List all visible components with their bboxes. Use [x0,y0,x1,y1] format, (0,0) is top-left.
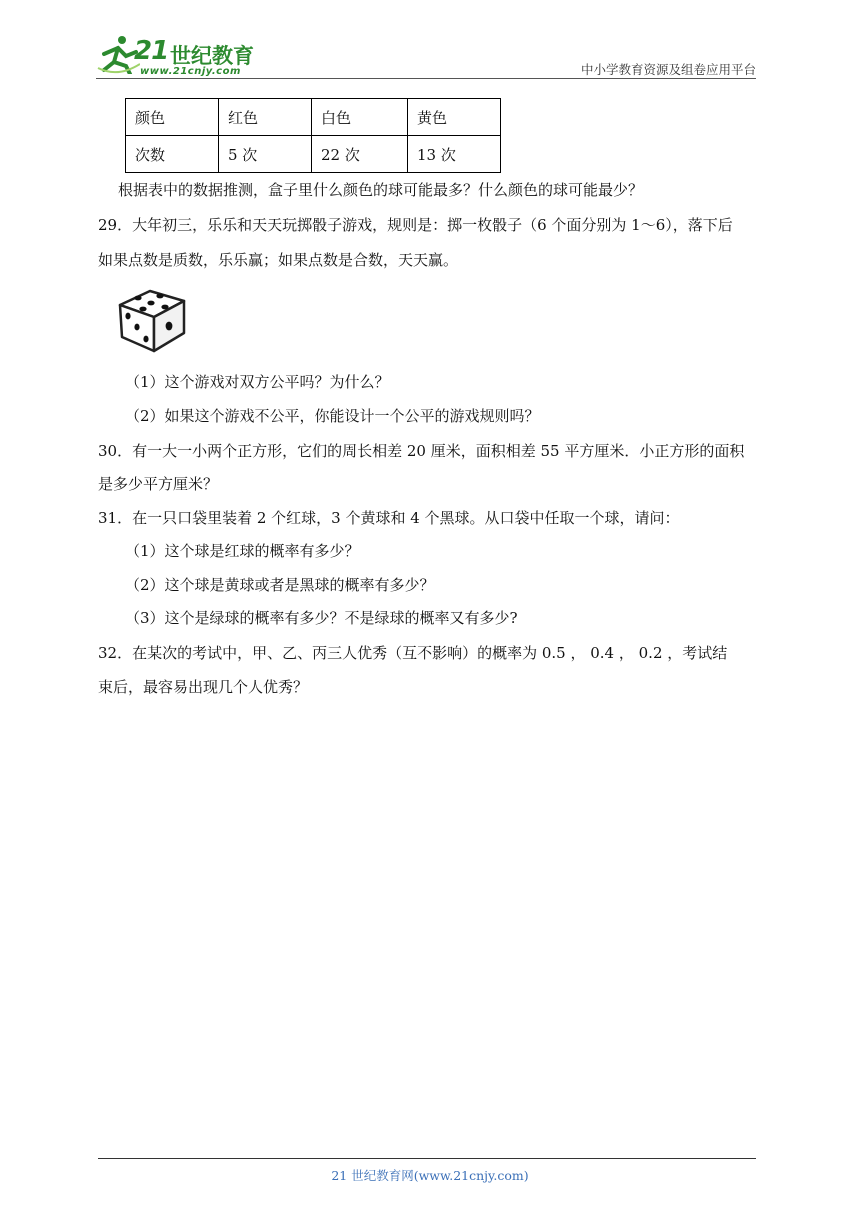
table-cell: 5 次 [219,136,312,173]
q28-question-tail: 根据表中的数据推测，盒子里什么颜色的球可能最多？什么颜色的球可能最少？ [118,181,644,199]
site-logo [96,32,261,78]
table-cell: 白色 [312,99,408,136]
q30-text-line2: 是多少平方厘米？ [98,475,219,493]
table-row [126,136,501,173]
logo-number: 21 [134,36,169,66]
q29-text-line1: 29．大年初三，乐乐和天天玩掷骰子游戏，规则是：掷一枚骰子（6 个面分别为 1～6），落下后 [98,216,733,234]
table-cell: 22 次 [312,136,408,173]
q30-text-line1: 30．有一大一小两个正方形，它们的周长相差 20 厘米，面积相差 55 平方厘米．小正方形的面积 [98,442,745,460]
header-divider [96,78,756,79]
logo-url: www.21cnjy.com [140,66,241,77]
q31-sub3: （3）这个是绿球的概率有多少？不是绿球的概率又有多少? [125,609,518,627]
logo-text: 世纪教育 [170,44,254,68]
ball-count-table [125,98,501,173]
table-cell: 黄色 [408,99,501,136]
footer-text: 21 世纪教育网(www.21cnjy.com) [331,1168,529,1183]
table-cell: 颜色 [126,99,219,136]
q31-text-line1: 31．在一只口袋里装着 2 个红球，3 个黄球和 4 个黑球。从口袋中任取一个球，请问： [98,509,680,527]
table-cell: 13 次 [408,136,501,173]
page-header [96,30,756,80]
q32-text-line1: 32．在某次的考试中，甲、乙、丙三人优秀（互不影响）的概率为 0.5 ， 0.4 ， 0.2 ，考试结 [98,644,728,662]
footer-divider [98,1158,756,1159]
table-row [126,99,501,136]
q29-sub1: （1）这个游戏对双方公平吗？为什么？ [125,373,390,391]
q29-text-line2: 如果点数是质数，乐乐赢；如果点数是合数，天天赢。 [98,251,459,269]
table-cell: 次数 [126,136,219,173]
dice-icon [116,285,188,355]
q31-sub1: （1）这个球是红球的概率有多少？ [125,542,360,560]
q29-sub2: （2）如果这个游戏不公平，你能设计一个公平的游戏规则吗？ [125,407,540,425]
table-cell: 红色 [219,99,312,136]
q32-text-line2: 束后，最容易出现几个人优秀？ [98,678,309,696]
platform-name: 中小学教育资源及组卷应用平台 [580,62,756,77]
q31-sub2: （2）这个球是黄球或者是黑球的概率有多少？ [125,576,435,594]
